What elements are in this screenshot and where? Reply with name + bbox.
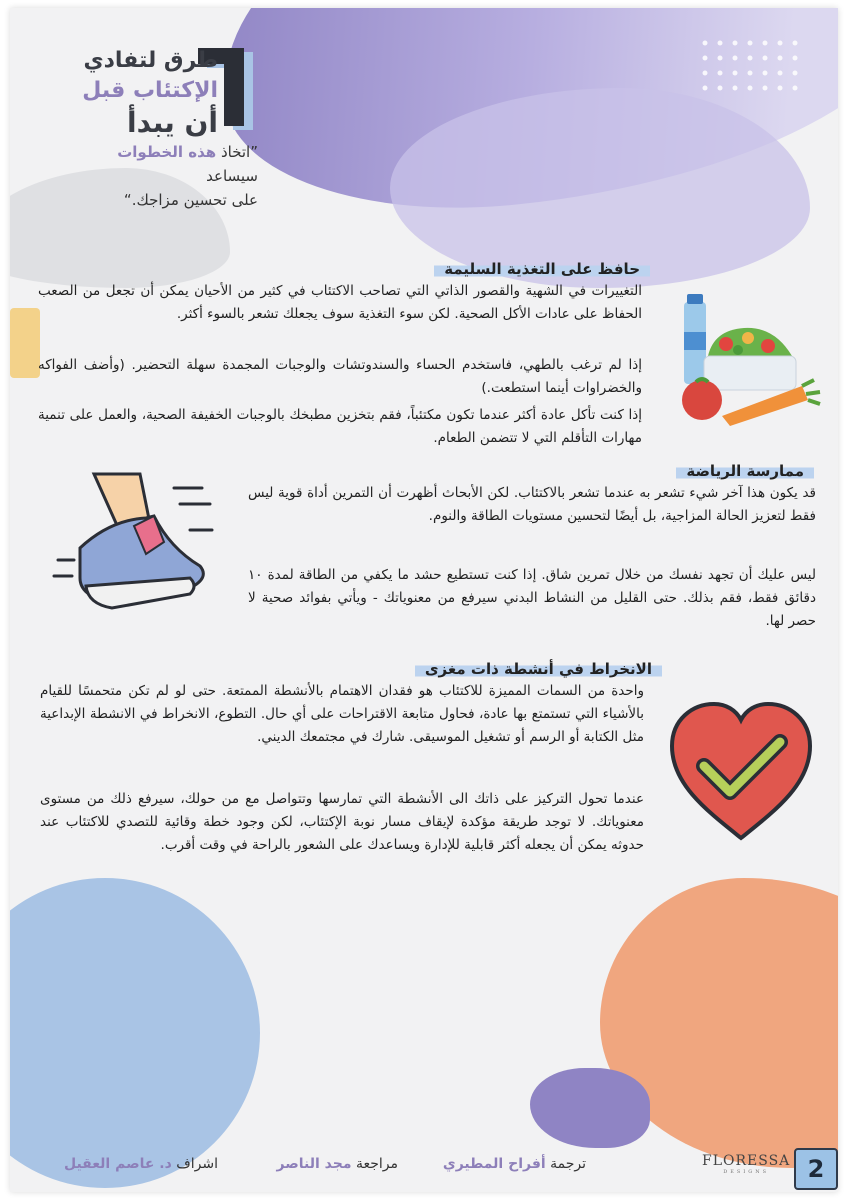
- section-title-activities: الانخراط في أنشطة ذات مغزى: [415, 658, 662, 680]
- floressa-logo: [702, 1153, 790, 1175]
- exercise-paragraph-1: قد يكون هذا آخر شيء تشعر به عندما تشعر بالاكتئاب. لكن الأبحاث أظهرت أن التمرين أداة قوية ليس فقط لتعزيز الحالة المزاجية، بل أيضًا لتحسين مستويات الطاقة والنوم.: [248, 485, 816, 524]
- quote-line-2: على تحسين مزاجك.“: [123, 191, 258, 209]
- document-sheet: [10, 8, 838, 1192]
- credit-review: [277, 1156, 398, 1172]
- page-number: 2: [794, 1148, 838, 1190]
- supervision-label: اشراف: [176, 1156, 218, 1172]
- heart-check-icon: [666, 698, 816, 848]
- nutrition-paragraph-3: إذا كنت تأكل عادة أكثر عندما تكون مكتئباً، فقم بتخزين مطبخك بالوجبات الخفيفة الصحية، والعمل على تنمية مهارات التأقلم التي لا تتضمن الطعام.: [38, 407, 642, 446]
- credit-supervision: [64, 1156, 218, 1172]
- purple-mini-blob: [530, 1068, 650, 1148]
- intro-quote: [68, 140, 258, 212]
- nutrition-paragraph-1: التغييرات في الشهية والقصور الذاتي التي تصاحب الاكتئاب في كثير من الأحيان يمكن أن تجعل من الصعب الحفاظ على عادات الأكل الصحية. لكن سوء التغذية سوف يجعلك تشعر بالسوء أكثر.: [38, 283, 642, 322]
- section-title-nutrition: حافظ على التغذية السليمة: [434, 258, 650, 280]
- translation-label: ترجمة: [550, 1156, 586, 1172]
- logo-subtext: DESIGNS: [723, 1169, 770, 1175]
- quote-part-2: سيساعد: [206, 167, 258, 185]
- quote-part-1: ”اتخاذ: [220, 143, 258, 161]
- logo-text: FLORESSA: [702, 1153, 791, 1169]
- activities-paragraph-2: عندما تحول التركيز على ذاتك الى الأنشطة التي تمارسها وتتواصل مع من حولك، سيرفع ذلك من مستوى معنوياتك. لا توجد طريقة مؤكدة لإيقاف مسار نوبة الإكتئاب، لكن وجود خطة وقائية للتصدي للاكتئاب عند حدوثه يمكن أن يجعله أكثر قابلية للإدارة ويساعدك على الشعور بالراحة في وقت أقرب.: [40, 791, 644, 853]
- page-title: [28, 46, 218, 140]
- activities-paragraph-1: واحدة من السمات المميزة للاكتئاب هو فقدان الاهتمام بالأنشطة الممتعة. حتى لو لم تكن متحمسًا للقيام بالأشياء التي تستمتع بها عادة، فحاول متابعة الاقتراحات على أي حال. التطوع، الانخراط في الانشطة الإبداعية مثل الكتابة أو الرسم أو تشغيل الموسيقى. شارك في مجتمعك الديني.: [40, 683, 644, 745]
- title-line-2: الإكتئاب قبل: [82, 78, 218, 103]
- title-line-1: طرق لتفادي: [83, 48, 218, 73]
- title-line-3: أن يبدأ: [127, 106, 218, 139]
- review-name: مجد الناصر: [276, 1156, 352, 1172]
- yellow-tab: [10, 308, 40, 378]
- exercise-paragraph-2: ليس عليك أن تجهد نفسك من خلال تمرين شاق. إذا كنت تستطيع حشد ما يكفي من الطاقة لمدة ١٠ دقائق فقط، فقم بذلك. حتى القليل من النشاط البدني سيرفع من معنوياتك - ويأتي بفوائد صحية لا حصر لها.: [248, 567, 816, 629]
- running-shoe-icon: [50, 468, 220, 618]
- quote-highlight: هذه الخطوات: [117, 143, 217, 161]
- credit-translation: [443, 1156, 586, 1172]
- food-icon: [674, 290, 824, 430]
- section-title-exercise: ممارسة الرياضة: [676, 460, 814, 482]
- review-label: مراجعة: [355, 1156, 398, 1172]
- dot-grid-decoration: [700, 38, 810, 98]
- nutrition-paragraph-2: إذا لم ترغب بالطهي، فاستخدم الحساء والسندوتشات والوجبات المجمدة سهلة التحضير. (وأضف الفواكه والخضراوات أينما استطعت.): [38, 357, 642, 396]
- translation-name: أفراح المطيري: [442, 1156, 546, 1172]
- supervision-name: د. عاصم العقيل: [63, 1156, 172, 1172]
- title-number: [206, 48, 246, 128]
